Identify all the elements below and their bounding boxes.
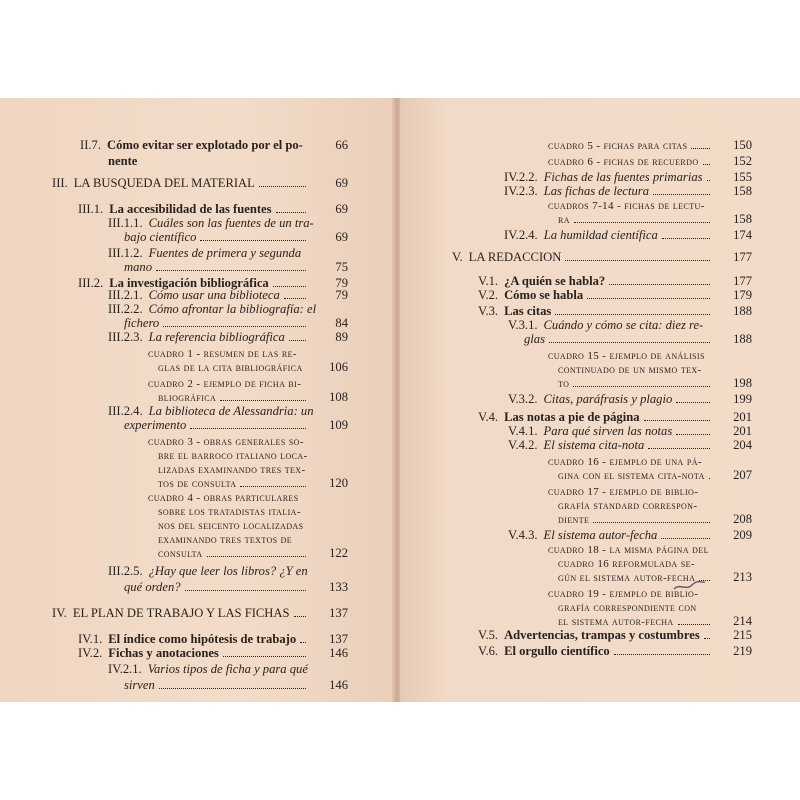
toc-page-number: 179 [733, 288, 752, 302]
toc-page-number: 204 [733, 438, 752, 452]
toc-page-number: 174 [733, 228, 752, 242]
toc-page-number: 214 [733, 614, 752, 628]
toc-entry-title: La accesibilidad de las fuentes [109, 202, 272, 216]
toc-entry-number: V.3.2. [508, 392, 538, 406]
toc-entry-title: cuadro 5 - fichas para citas [548, 140, 688, 152]
toc-entry [548, 484, 752, 499]
toc-entry-title: bre el barroco italiano loca- [158, 450, 308, 462]
leader-dots [159, 678, 306, 689]
toc-entry-title: sirven [124, 678, 155, 692]
toc-page-number: 75 [335, 260, 348, 274]
toc-entry [508, 438, 752, 452]
toc-entry-title: ¿Hay que leer los libros? ¿Y en [148, 564, 308, 578]
toc-entry [548, 138, 752, 153]
toc-entry-title: Fichas y anotaciones [108, 646, 219, 660]
toc-entry-title: cuadro 2 - ejemplo de ficha bi- [148, 378, 302, 390]
toc-entry-number: III.2.5. [108, 564, 143, 578]
toc-entry [148, 376, 348, 391]
leader-dots [289, 330, 306, 341]
leader-dots [190, 418, 306, 429]
toc-entry-title: Cómo usar una biblioteca [148, 288, 280, 302]
toc-entry-number: III.1. [78, 202, 104, 216]
toc-entry-number: III. [52, 176, 68, 190]
toc-entry-number: III.1.2. [108, 246, 143, 260]
toc-entry [148, 490, 348, 505]
toc-page-number: 209 [733, 528, 752, 542]
toc-entry-title: cuadro 6 - fichas de recuerdo [548, 156, 699, 168]
toc-entry [558, 468, 752, 483]
toc-entry [124, 260, 348, 274]
right-page [400, 98, 800, 702]
toc-entry-number: V.3.1. [508, 318, 538, 332]
toc-entry-number: V.4. [478, 410, 499, 424]
toc-entry [108, 662, 348, 676]
toc-page-number: 207 [733, 468, 752, 482]
toc-page-number: 109 [329, 418, 348, 432]
leader-dots [703, 154, 710, 165]
toc-entry [558, 556, 752, 571]
toc-entry-title: LA REDACCION [468, 250, 562, 264]
leader-dots [614, 644, 710, 655]
toc-entry-title: La investigación bibliográfica [109, 276, 269, 290]
toc-entry [158, 504, 348, 519]
toc-entry-title: grafía correspondiente con [558, 602, 697, 614]
leader-dots [565, 250, 710, 261]
toc-entry-number: IV.2.3. [504, 184, 538, 198]
toc-page-number: 199 [733, 392, 752, 406]
toc-entry [158, 462, 348, 477]
toc-entry [148, 346, 348, 361]
toc-entry [558, 212, 752, 227]
toc-entry-number: V.4.1. [508, 424, 538, 438]
leader-dots [156, 260, 306, 271]
toc-entry-title: El sistema autor-fecha [543, 528, 658, 542]
toc-entry-title: cuadro 15 - ejemplo de análisis [548, 350, 705, 362]
toc-entry [478, 410, 752, 424]
leader-dots [200, 230, 306, 241]
leader-dots [294, 606, 306, 617]
toc-entry-title: sobre los tratadistas italia- [158, 506, 301, 518]
toc-entry-title: Las citas [504, 304, 552, 318]
toc-entry [504, 184, 752, 198]
toc-entry [558, 614, 752, 629]
toc-page-number: 150 [733, 138, 752, 152]
toc-entry-title: gún el sistema autor-fecha [558, 572, 696, 584]
toc-entry-title: cuadro 16 reformulada se- [558, 558, 695, 570]
toc-entry-number: IV.2. [78, 646, 103, 660]
toc-entry-title: cuadro 1 - resumen de las re- [148, 348, 297, 360]
toc-entry-title: Varios tipos de ficha y para qué [147, 662, 308, 676]
toc-entry [124, 580, 348, 594]
toc-entry [124, 230, 348, 244]
toc-entry-number: IV.2.1. [108, 662, 142, 676]
leader-dots [207, 546, 307, 557]
toc-entry-title: Cómo afrontar la bibliografía: el [148, 302, 317, 316]
toc-page-number: 158 [733, 184, 752, 198]
toc-page-number: 66 [335, 138, 348, 152]
toc-entry [108, 246, 348, 260]
leader-dots [240, 476, 306, 487]
leader-dots [573, 376, 710, 387]
toc-entry-number: V.6. [478, 644, 499, 658]
toc-entry [478, 628, 752, 642]
toc-entry-title: Las fichas de lectura [543, 184, 650, 198]
toc-entry-title: glas de la cita bibliográfica [158, 362, 303, 374]
toc-entry-title: cuadro 16 - ejemplo de una pá- [548, 456, 702, 468]
leader-dots [549, 332, 710, 343]
toc-entry-title: ra [558, 214, 570, 226]
toc-page-number: 146 [329, 646, 348, 660]
toc-entry [558, 498, 752, 513]
toc-entry [548, 348, 752, 363]
toc-entry [548, 154, 752, 169]
toc-entry [558, 570, 752, 585]
leader-dots [661, 528, 710, 539]
leader-dots [653, 184, 710, 195]
toc-entry-title: Cómo evitar ser explotado por el po- [106, 138, 303, 152]
toc-entry [124, 418, 348, 432]
toc-entry [558, 362, 752, 377]
toc-entry [508, 424, 752, 438]
toc-entry [548, 454, 752, 469]
toc-entry [452, 250, 752, 264]
toc-entry-title: mano [124, 260, 152, 274]
toc-entry-title: cuadro 3 - obras generales so- [148, 436, 304, 448]
leader-dots [678, 614, 710, 625]
leader-dots [223, 646, 306, 657]
leader-dots [574, 212, 710, 223]
toc-entry-title: Fuentes de primera y segunda [148, 246, 302, 260]
leader-dots [709, 468, 710, 479]
toc-entry-title: qué orden? [124, 580, 181, 594]
toc-page-number: 215 [733, 628, 752, 642]
toc-page-number: 69 [335, 230, 348, 244]
toc-page-number: 188 [733, 332, 752, 346]
toc-entry [478, 304, 752, 318]
toc-entry-number: V.4.3. [508, 528, 538, 542]
toc-page-number: 158 [733, 212, 752, 226]
toc-entry [108, 404, 348, 418]
toc-entry [78, 632, 348, 646]
leader-dots [587, 288, 710, 299]
leader-dots [691, 138, 710, 149]
toc-page-number: 79 [335, 276, 348, 290]
toc-entry-title: nente [108, 154, 138, 168]
toc-page-number: 106 [329, 360, 348, 374]
toc-page-number: 155 [733, 170, 752, 184]
toc-entry-title: El índice como hipótesis de trabajo [108, 632, 297, 646]
toc-entry-title: cuadro 4 - obras particulares [148, 492, 299, 504]
toc-entry [124, 678, 348, 692]
leader-dots [676, 392, 710, 403]
toc-entry-title: Fichas de las fuentes primarias [543, 170, 703, 184]
toc-entry [508, 528, 752, 542]
leader-dots [185, 580, 306, 591]
toc-page-number: 137 [329, 632, 348, 646]
toc-page-number: 201 [733, 424, 752, 438]
toc-entry-title: experimento [124, 418, 187, 432]
toc-entry [108, 564, 348, 578]
toc-page-number: 152 [733, 154, 752, 168]
toc-entry [478, 644, 752, 658]
toc-entry-title: Advertencias, trampas y costumbres [504, 628, 700, 642]
toc-entry [80, 138, 348, 152]
toc-entry-number: V.2. [478, 288, 499, 302]
toc-entry [158, 532, 348, 547]
leader-dots [609, 274, 710, 285]
left-page [0, 98, 396, 702]
leader-dots [676, 424, 710, 435]
toc-page-number: 69 [335, 202, 348, 216]
toc-entry-title: cuadro 18 - la misma página del [548, 544, 709, 556]
leader-dots [276, 202, 306, 213]
toc-entry-title: nos del seicento localizadas [158, 520, 304, 532]
toc-page-number: 79 [335, 288, 348, 302]
toc-entry [158, 476, 348, 491]
toc-entry [158, 360, 348, 375]
toc-entry-title: lizadas examinando tres tex- [158, 464, 306, 476]
toc-entry-number: V.1. [478, 274, 499, 288]
toc-entry-title: continuado de un mismo tex- [558, 364, 702, 376]
toc-entry [524, 332, 752, 346]
toc-entry-title: consulta [158, 548, 203, 560]
toc-entry-title: El sistema cita-nota [543, 438, 645, 452]
toc-entry-title: glas [524, 332, 545, 346]
toc-entry [558, 512, 752, 527]
toc-entry [548, 198, 752, 213]
toc-entry-title: Cuáles son las fuentes de un tra- [148, 216, 314, 230]
toc-entry-title: Las notas a pie de página [504, 410, 640, 424]
toc-entry-title: cuadro 17 - ejemplo de biblio- [548, 486, 699, 498]
leader-dots [163, 316, 306, 327]
toc-entry-title: La humildad científica [543, 228, 658, 242]
toc-entry-title: LA BUSQUEDA DEL MATERIAL [73, 176, 255, 190]
toc-entry [108, 216, 348, 230]
leader-dots [593, 512, 710, 523]
leader-dots [704, 628, 710, 639]
toc-page-number: 120 [329, 476, 348, 490]
toc-entry [78, 202, 348, 216]
toc-page-number: 133 [329, 580, 348, 594]
toc-entry [548, 586, 752, 601]
toc-entry-number: IV. [52, 606, 67, 620]
toc-entry-title: ¿A quién se habla? [504, 274, 606, 288]
toc-entry-number: III.1.1. [108, 216, 143, 230]
toc-entry-title: cuadros 7-14 - fichas de lectu- [548, 200, 705, 212]
toc-entry [158, 546, 348, 561]
toc-entry-number: III.2.1. [108, 288, 143, 302]
toc-entry-title: tos de consulta [158, 478, 237, 490]
toc-entry-number: III.2.4. [108, 404, 143, 418]
toc-entry [158, 518, 348, 533]
toc-entry [78, 646, 348, 660]
toc-entry-title: examinando tres textos de [158, 534, 293, 546]
toc-page-number: 177 [733, 274, 752, 288]
leader-dots [662, 228, 710, 239]
toc-entry-title: La referencia bibliográfica [148, 330, 285, 344]
toc-entry-title: el sistema autor-fecha [558, 616, 674, 628]
toc-entry-number: IV.2.2. [504, 170, 538, 184]
toc-page-number: 69 [335, 176, 348, 190]
toc-page-number: 188 [733, 304, 752, 318]
toc-page-number: 213 [733, 570, 752, 584]
toc-entry-title: diente [558, 514, 590, 526]
toc-entry-number: V.5. [478, 628, 499, 642]
toc-entry [478, 288, 752, 302]
leader-dots [644, 410, 711, 421]
leader-dots [300, 632, 306, 643]
toc-entry [108, 302, 348, 316]
leader-dots [284, 288, 306, 299]
toc-entry-number: V.4.2. [508, 438, 538, 452]
toc-entry-title: cuadro 19 - ejemplo de biblio- [548, 588, 699, 600]
toc-page-number: 177 [733, 250, 752, 264]
toc-entry-title: to [558, 378, 570, 390]
toc-entry [148, 434, 348, 449]
toc-entry [108, 154, 348, 168]
leader-dots [273, 276, 306, 287]
toc-entry [124, 316, 348, 330]
toc-entry [108, 330, 348, 344]
leader-dots [707, 170, 710, 181]
toc-page-number: 198 [733, 376, 752, 390]
toc-entry-number: III.2.3. [108, 330, 143, 344]
toc-entry-number: III.2.2. [108, 302, 143, 316]
toc-entry-number: IV.2.4. [504, 228, 538, 242]
toc-entry [558, 376, 752, 391]
pencil-mark [672, 579, 706, 593]
toc-page-number: 201 [733, 410, 752, 424]
toc-entry [548, 542, 752, 557]
toc-entry-title: fichero [124, 316, 160, 330]
toc-entry [52, 606, 348, 620]
leader-dots [259, 176, 306, 187]
toc-entry [52, 176, 348, 190]
toc-entry-title: Citas, paráfrasis y plagio [543, 392, 673, 406]
leader-dots [220, 390, 306, 401]
toc-entry-title: El orgullo científico [504, 644, 610, 658]
toc-page-number: 146 [329, 678, 348, 692]
toc-page-number: 137 [329, 606, 348, 620]
toc-entry-number: III.2. [78, 276, 104, 290]
leader-dots [555, 304, 710, 315]
toc-page-number: 89 [335, 330, 348, 344]
open-book [0, 98, 800, 702]
toc-page-number: 108 [329, 390, 348, 404]
toc-entry-number: V. [452, 250, 463, 264]
toc-entry-number: IV.1. [78, 632, 103, 646]
toc-entry-title: bliográfica [158, 392, 217, 404]
toc-page-number: 122 [329, 546, 348, 560]
toc-entry-title: gina con el sistema cita-nota [558, 470, 705, 482]
toc-entry [108, 288, 348, 302]
toc-entry [158, 390, 348, 405]
toc-entry [558, 600, 752, 615]
toc-entry-number: V.3. [478, 304, 499, 318]
toc-entry-title: Para qué sirven las notas [543, 424, 673, 438]
toc-page-number: 219 [733, 644, 752, 658]
toc-entry [158, 448, 348, 463]
toc-entry-title: EL PLAN DE TRABAJO Y LAS FICHAS [72, 606, 290, 620]
toc-entry [508, 318, 752, 332]
toc-entry-title: bajo científico [124, 230, 197, 244]
toc-entry-title: Cómo se habla [504, 288, 584, 302]
toc-entry-title: Cuándo y cómo se cita: diez re- [543, 318, 704, 332]
toc-entry [504, 228, 752, 242]
toc-entry-title: grafía standard correspon- [558, 500, 698, 512]
toc-entry-number: II.7. [80, 138, 101, 152]
toc-entry [478, 274, 752, 288]
toc-entry-title: La biblioteca de Alessandria: un [148, 404, 314, 418]
toc-page-number: 84 [335, 316, 348, 330]
toc-page-number: 208 [733, 512, 752, 526]
leader-dots [648, 438, 710, 449]
toc-entry [508, 392, 752, 406]
toc-entry [504, 170, 752, 184]
